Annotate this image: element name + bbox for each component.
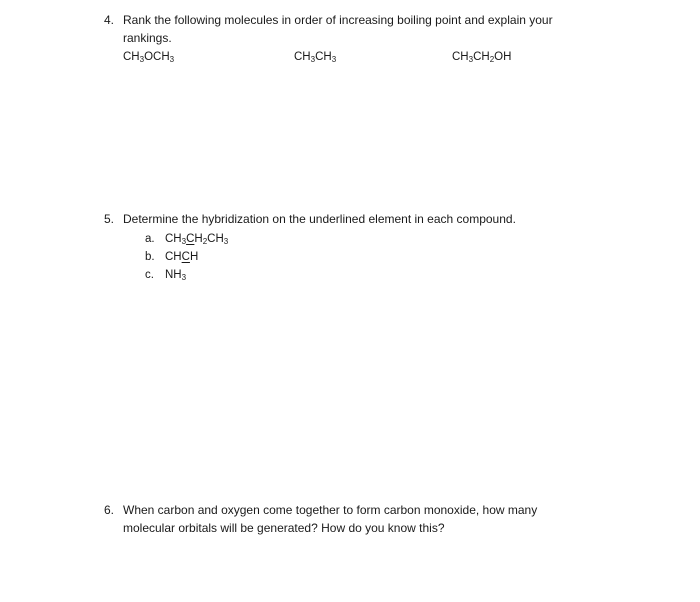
question-6-text-line1: When carbon and oxygen come together to form carbon monoxide, how many: [123, 503, 538, 517]
molecule-dimethyl-ether: $CH_3OCH_3$: [123, 51, 175, 64]
question-6-number: 6.: [104, 503, 115, 517]
question-4-text-line2: rankings.: [123, 31, 172, 45]
question-5-text: Determine the hybridization on the underlined element in each compound.: [123, 212, 516, 226]
molecule-ethane: $CH_3CH_3$: [294, 51, 337, 64]
item-a-label: a.: [145, 233, 155, 245]
item-c-formula: $NH_3$: [165, 269, 187, 282]
molecule-ethanol: $CH_3CH_2OH$: [452, 51, 512, 64]
item-c-label: c.: [145, 269, 154, 281]
item-a-formula: $CH_3CH_2CH_3$: [165, 233, 229, 246]
question-4-number: 4.: [104, 13, 115, 27]
item-b-formula: CHCH: [165, 251, 199, 263]
underlined-element: C: [186, 233, 195, 245]
question-4-text-line1: Rank the following molecules in order of increasing boiling point and explain your: [123, 13, 553, 27]
item-b-label: b.: [145, 251, 155, 263]
question-5-number: 5.: [104, 212, 115, 226]
underlined-element: C: [181, 251, 190, 263]
question-6-text-line2: molecular orbitals will be generated? How do you know this?: [123, 521, 445, 535]
